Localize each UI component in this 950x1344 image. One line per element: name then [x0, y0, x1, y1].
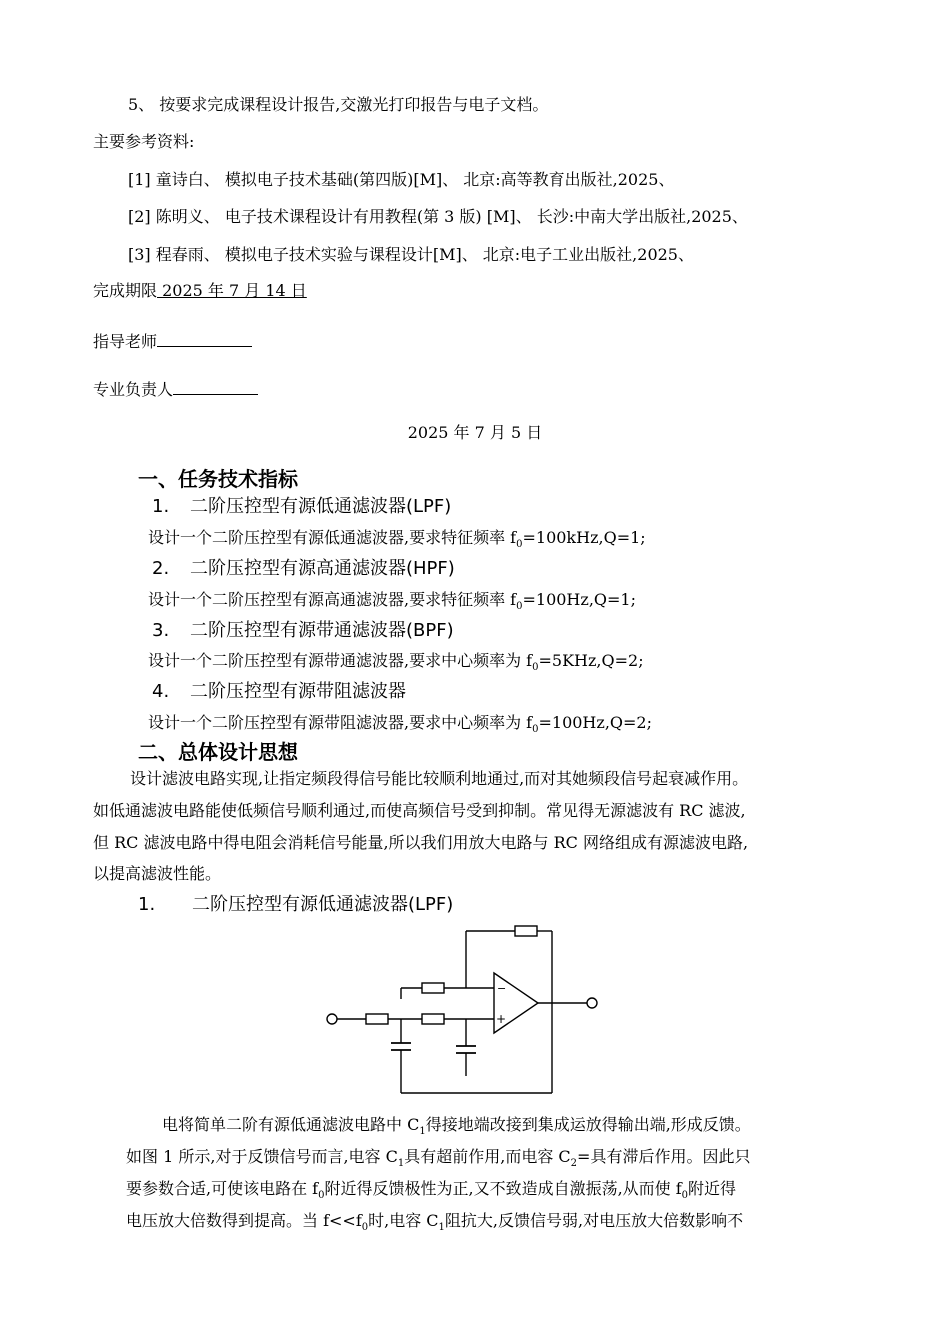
analysis-l3-a: 要参数合适,可使该电路在 f — [126, 1179, 319, 1198]
resistor-r2-icon — [422, 1014, 444, 1024]
analysis-line-1 — [162, 1115, 751, 1138]
task-2-description — [148, 590, 636, 613]
analysis-l2-sub-1: 1 — [397, 1158, 405, 1170]
design-paragraph-line-2: 如低通滤波电路能使低频信号顺利通过,而使高频信号受到抑制。常见得无源滤波有 RC 滤波, — [93, 801, 746, 820]
analysis-l3-sub-1: 0 — [318, 1190, 325, 1202]
task-3-desc-text: 设计一个二阶压控型有源带通滤波器,要求中心频率为 f — [148, 651, 533, 670]
analysis-l1-sub: 1 — [419, 1126, 426, 1138]
reference-3: [3] 程春雨、 模拟电子技术实验与课程设计[M]、 北京:电子工业出版社,2025、 — [128, 245, 694, 264]
analysis-l1-a: 电将简单二阶有源低通滤波电路中 C — [162, 1115, 420, 1134]
task-3-f-subscript: 0 — [532, 662, 539, 674]
task-2-desc-spec: =100Hz,Q=1; — [522, 590, 636, 609]
lpf-subheading-number: 1. — [138, 894, 156, 915]
analysis-l3-b: 附近得反馈极性为正,又不致造成自激振荡,从而使 f — [324, 1179, 682, 1198]
input-terminal — [327, 1014, 337, 1024]
analysis-l3-c: 附近得 — [688, 1179, 737, 1198]
task-4-desc-text: 设计一个二阶压控型有源带阻滤波器,要求中心频率为 f — [148, 713, 533, 732]
task-4-title: 二阶压控型有源带阻滤波器 — [190, 681, 406, 702]
task-4-description — [148, 713, 652, 736]
task-1-title: 二阶压控型有源低通滤波器(LPF) — [190, 496, 452, 517]
task-1-desc-spec: =100kHz,Q=1; — [522, 528, 646, 547]
analysis-l4-sub-1: 0 — [361, 1222, 369, 1234]
lpf-subheading — [138, 893, 453, 917]
reference-1: [1] 童诗白、 模拟电子技术基础(第四版)[M]、 北京:高等教育出版社,2025、 — [128, 170, 675, 189]
analysis-line-2 — [126, 1147, 751, 1170]
task-2-desc-text: 设计一个二阶压控型有源高通滤波器,要求特征频率 f — [148, 590, 517, 609]
deadline-value: 2025 年 7 月 14 日 — [157, 281, 307, 300]
references-title: 主要参考资料: — [93, 132, 195, 151]
task-3-heading — [152, 619, 454, 643]
opamp-minus-label: − — [497, 982, 507, 995]
opamp-plus-label: + — [496, 1012, 507, 1026]
output-terminal — [587, 998, 597, 1008]
section-1-heading: 一、任务技术指标 — [138, 467, 298, 491]
task-1-description — [148, 528, 646, 551]
task-4-heading — [152, 680, 406, 704]
analysis-l2-b: 具有超前作用,而电容 C — [404, 1147, 571, 1166]
advisor-line — [93, 329, 252, 352]
design-paragraph-line-1: 设计滤波电路实现,让指定频段得信号能比较顺利地通过,而对其她频段信号起衰减作用。 — [130, 769, 749, 788]
task-4-number: 4. — [152, 681, 170, 702]
lpf-subheading-title: 二阶压控型有源低通滤波器(LPF) — [192, 894, 454, 915]
design-paragraph-line-4: 以提高滤波性能。 — [93, 864, 222, 883]
analysis-l3-sub-2: 0 — [681, 1190, 689, 1202]
task-1-desc-text: 设计一个二阶压控型有源低通滤波器,要求特征频率 f — [148, 528, 517, 547]
lpf-circuit-diagram — [320, 920, 610, 1100]
analysis-l2-sub-2: 2 — [570, 1158, 578, 1170]
task-2-heading — [152, 557, 455, 581]
analysis-line-3 — [126, 1179, 737, 1202]
task-item-5: 5、 按要求完成课程设计报告,交激光打印报告与电子文档。 — [128, 95, 549, 114]
resistor-rf-icon — [515, 926, 537, 936]
analysis-l2-a: 如图 1 所示,对于反馈信号而言,电容 C — [126, 1147, 398, 1166]
head-signature-blank — [173, 377, 258, 395]
task-4-desc-spec: =100Hz,Q=2; — [538, 713, 652, 732]
task-3-description — [148, 651, 644, 674]
task-2-f-subscript: 0 — [516, 601, 523, 613]
deadline-label: 完成期限 — [93, 281, 158, 300]
analysis-line-4 — [126, 1211, 744, 1234]
task-3-number: 3. — [152, 620, 170, 641]
task-1-f-subscript: 0 — [516, 539, 523, 551]
advisor-signature-blank — [157, 329, 252, 347]
analysis-l2-c: =具有滞后作用。因此只 — [577, 1147, 751, 1166]
task-2-title: 二阶压控型有源高通滤波器(HPF) — [190, 558, 455, 579]
resistor-r1-icon — [366, 1014, 388, 1024]
resistor-r3-icon — [422, 983, 444, 993]
deadline-line — [93, 281, 307, 301]
analysis-l4-sub-2: 1 — [438, 1222, 445, 1234]
section-2-heading: 二、总体设计思想 — [138, 740, 298, 764]
analysis-l4-c: 阻抗大,反馈信号弱,对电压放大倍数影响不 — [444, 1211, 744, 1230]
document-date: 2025 年 7 月 5 日 — [407, 423, 543, 442]
analysis-l1-b: 得接地端改接到集成运放得输出端,形成反馈。 — [425, 1115, 751, 1134]
task-3-title: 二阶压控型有源带通滤波器(BPF) — [190, 620, 454, 641]
task-4-f-subscript: 0 — [532, 724, 539, 736]
task-1-number: 1. — [152, 496, 170, 517]
design-paragraph-line-3: 但 RC 滤波电路中得电阻会消耗信号能量,所以我们用放大电路与 RC 网络组成有源滤波电路, — [93, 833, 749, 852]
task-2-number: 2. — [152, 558, 170, 579]
reference-2: [2] 陈明义、 电子技术课程设计有用教程(第 3 版) [M]、 长沙:中南大学出版社,2025、 — [128, 207, 748, 226]
task-1-heading — [152, 495, 451, 519]
head-label: 专业负责人 — [93, 380, 174, 399]
advisor-label: 指导老师 — [93, 332, 158, 351]
task-3-desc-spec: =5KHz,Q=2; — [538, 651, 644, 670]
analysis-l4-a: 电压放大倍数得到提高。当 f<<f — [126, 1211, 362, 1230]
analysis-l4-b: 时,电容 C — [368, 1211, 439, 1230]
head-line — [93, 377, 258, 400]
